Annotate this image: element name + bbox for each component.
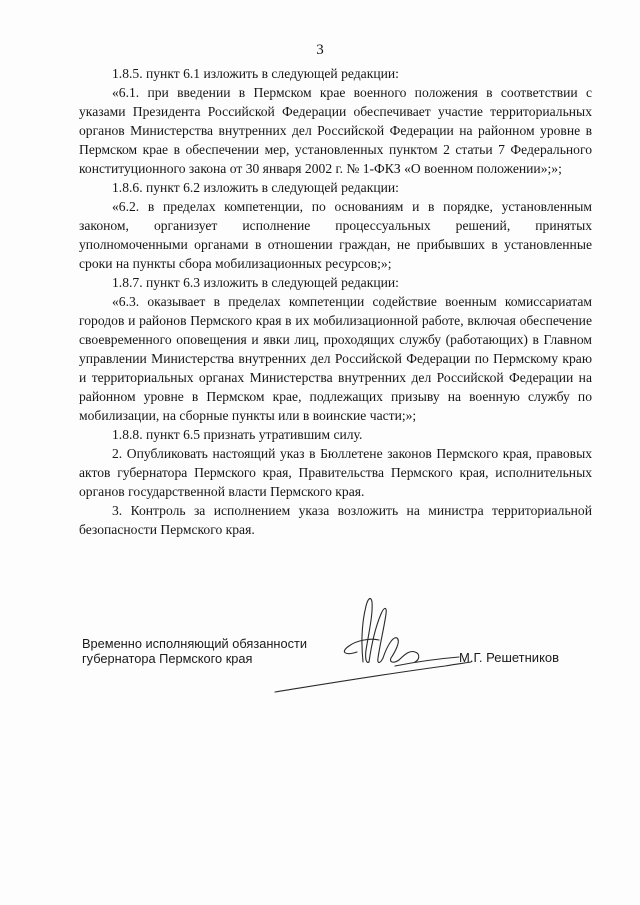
paragraph-6-1-text: «6.1. при введении в Пермском крае военного положения в соответствии с указами Президента Российской Федерации обеспечивает участие территориальных органов Министерства внутренних дел Российской Федерации на районном уровне в Пермском крае в обеспечении мер, установленных пунктом 2 статьи 7 Федерального конституционного закона от 30 января 2002 г. № 1-ФКЗ «О военном положении»;»; bbox=[79, 85, 592, 176]
document-body bbox=[79, 64, 592, 539]
handwritten-signature bbox=[245, 592, 475, 697]
signatory-position-line-2: губернатора Пермского края bbox=[82, 651, 253, 666]
signatory-position-line-1: Временно исполняющий обязанности bbox=[82, 636, 307, 651]
paragraph-6-3-text: «6.3. оказывает в пределах компетенции содействие военным комиссариатам городов и районов Пермского края в их мобилизационной работе, включая обеспечение своевременного оповещения и явки лиц, проходящих службу (работающих) в Главном управлении Министерства внутренних дел Российской Федерации по Пермскому краю и территориальных органах Министерства внутренних дел Российской Федерации на районном уровне в Пермском крае, подлежащих призыву на военную службу по мобилизации, на сборные пункты или в воинские части;»; bbox=[79, 294, 592, 423]
paragraph-1-8-6: 1.8.6. пункт 6.2 изложить в следующей редакции: bbox=[112, 180, 399, 195]
paragraph-3-control: 3. Контроль за исполнением указа возложить на министра территориальной безопасности Пермского края. bbox=[79, 503, 592, 537]
paragraph-2-publish: 2. Опубликовать настоящий указ в Бюллетене законов Пермского края, правовых актов губернатора Пермского края, Правительства Пермского края, исполнительных органов государственной власти Пермского края. bbox=[79, 446, 592, 499]
paragraph-1-8-7: 1.8.7. пункт 6.3 изложить в следующей редакции: bbox=[112, 275, 399, 290]
signatory-name: М.Г. Решетников bbox=[459, 650, 560, 665]
page-number: 3 bbox=[316, 42, 324, 58]
paragraph-1-8-8: 1.8.8. пункт 6.5 признать утратившим силу. bbox=[112, 427, 363, 442]
paragraph-1-8-5: 1.8.5. пункт 6.1 изложить в следующей редакции: bbox=[112, 66, 399, 81]
paragraph-6-2-text: «6.2. в пределах компетенции, по основаниям и в порядке, установленным законом, организует исполнение процессуальных решений, принятых уполномоченными органами в отношении граждан, не прибывших в установленные сроки на пункты сбора мобилизационных ресурсов;»; bbox=[79, 199, 592, 271]
